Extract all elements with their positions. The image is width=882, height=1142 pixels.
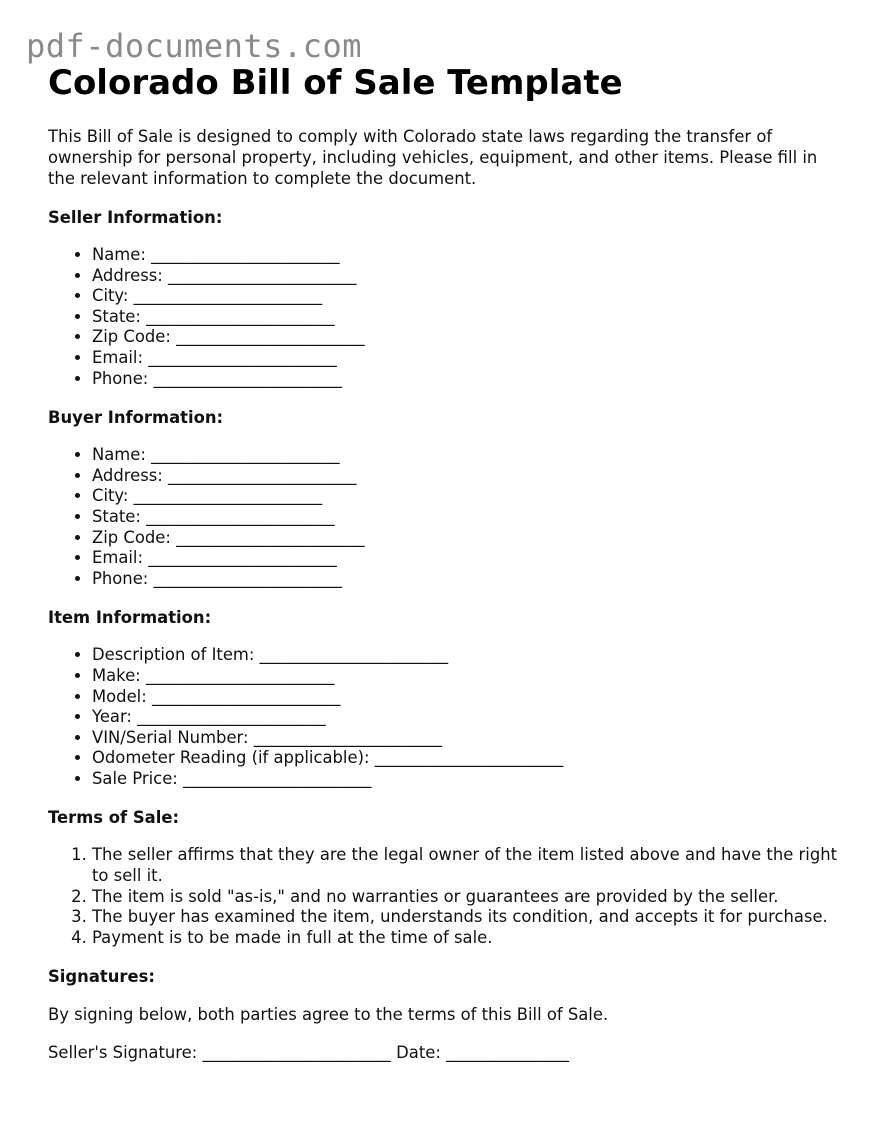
item-vin-field[interactable]: • VIN/Serial Number: _______________________ (92, 728, 848, 749)
buyer-address-field[interactable]: • Address: _______________________ (92, 466, 848, 487)
buyer-email-field[interactable]: • Email: _______________________ (92, 548, 848, 569)
terms-heading: Terms of Sale: (48, 808, 179, 828)
buyer-zip-field[interactable]: • Zip Code: _______________________ (92, 528, 848, 549)
item-field-list (48, 645, 848, 789)
signatures-statement: By signing below, both parties agree to the terms of this Bill of Sale. (48, 1005, 609, 1025)
term-item: 1. The seller affirms that they are the legal owner of the item listed above and have the right to sell it. (92, 845, 848, 886)
document-page (48, 60, 848, 1063)
intro-paragraph: This Bill of Sale is designed to comply with Colorado state laws regarding the transfer of ownership for personal property, including vehicles, equipment, and other items. Please fill in the relevant information to complete the document. (48, 127, 818, 188)
terms-list (48, 845, 848, 948)
watermark: pdf-documents.com (26, 27, 363, 65)
page-title: Colorado Bill of Sale Template (48, 63, 623, 103)
buyer-state-field[interactable]: • State: _______________________ (92, 507, 848, 528)
seller-zip-field[interactable]: • Zip Code: _______________________ (92, 327, 848, 348)
item-model-field[interactable]: • Model: _______________________ (92, 687, 848, 708)
seller-name-field[interactable]: • Name: _______________________ (92, 245, 848, 266)
signatures-heading: Signatures: (48, 967, 155, 987)
buyer-city-field[interactable]: • City: _______________________ (92, 486, 848, 507)
seller-field-list (48, 245, 848, 389)
seller-state-field[interactable]: • State: _______________________ (92, 307, 848, 328)
seller-address-field[interactable]: • Address: _______________________ (92, 266, 848, 287)
item-year-field[interactable]: • Year: _______________________ (92, 707, 848, 728)
seller-signature-line[interactable]: Seller's Signature: _______________________ Date: _______________ (48, 1043, 570, 1063)
term-item: 3. The buyer has examined the item, understands its condition, and accepts it for purchase. (92, 907, 848, 928)
buyer-heading: Buyer Information: (48, 408, 224, 428)
seller-phone-field[interactable]: • Phone: _______________________ (92, 369, 848, 390)
buyer-name-field[interactable]: • Name: _______________________ (92, 445, 848, 466)
item-make-field[interactable]: • Make: _______________________ (92, 666, 848, 687)
term-item: 2. The item is sold "as-is," and no warranties or guarantees are provided by the seller. (92, 887, 848, 908)
term-item: 4. Payment is to be made in full at the time of sale. (92, 928, 848, 949)
seller-city-field[interactable]: • City: _______________________ (92, 286, 848, 307)
buyer-field-list (48, 445, 848, 589)
buyer-phone-field[interactable]: • Phone: _______________________ (92, 569, 848, 590)
item-odometer-field[interactable]: • Odometer Reading (if applicable): _______________________ (92, 748, 848, 769)
seller-heading: Seller Information: (48, 208, 223, 227)
item-price-field[interactable]: • Sale Price: _______________________ (92, 769, 848, 790)
item-description-field[interactable]: • Description of Item: _______________________ (92, 645, 848, 666)
item-heading: Item Information: (48, 608, 212, 628)
seller-email-field[interactable]: • Email: _______________________ (92, 348, 848, 369)
